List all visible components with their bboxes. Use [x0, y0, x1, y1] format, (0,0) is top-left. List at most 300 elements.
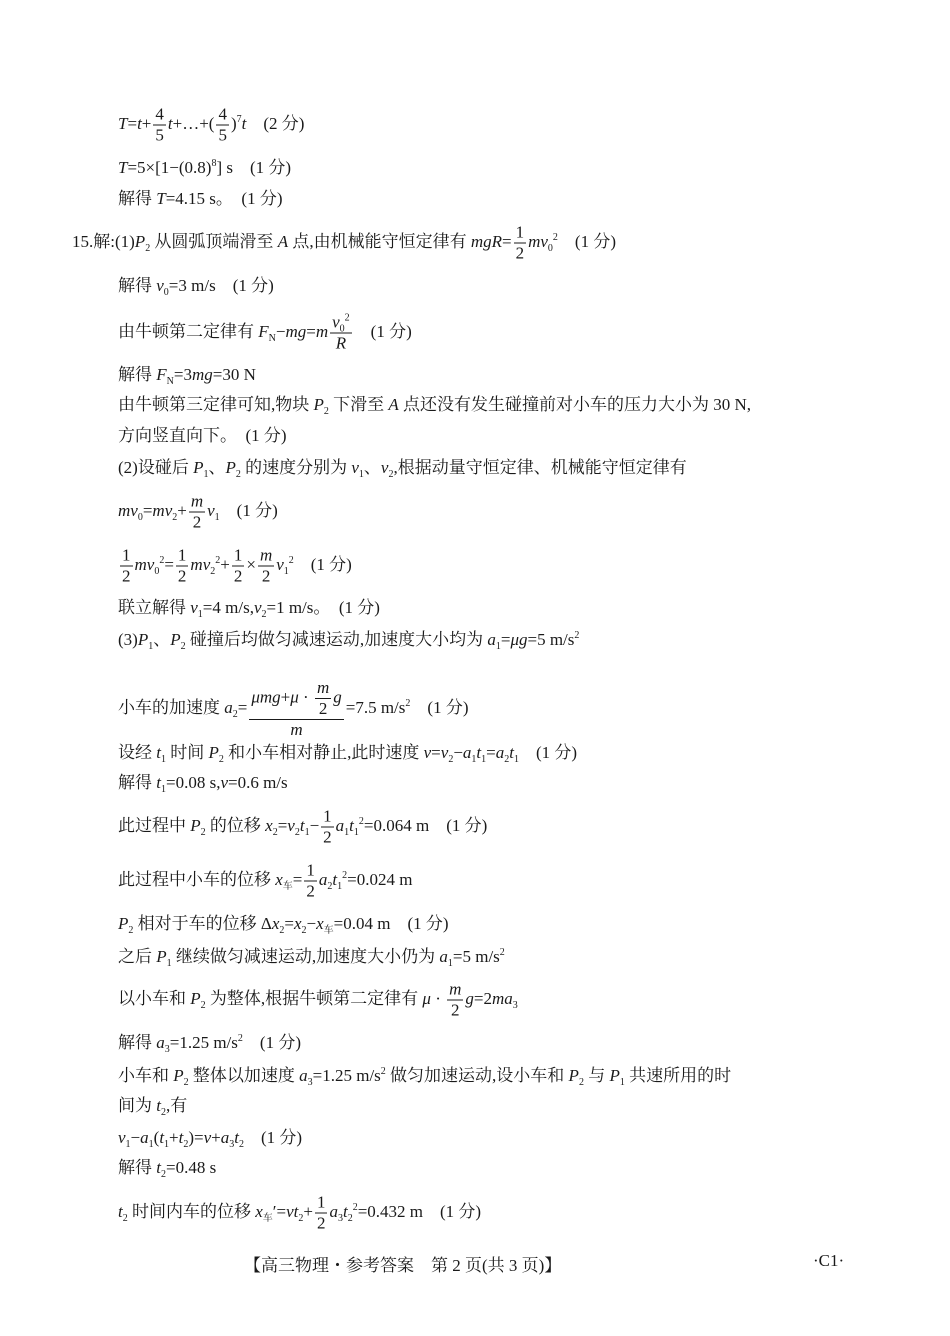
math-variable: m [190, 491, 204, 511]
subscript: N [166, 376, 174, 387]
text-run: 、 [208, 458, 226, 477]
text-run: 做匀加速运动,设小车和 [385, 1066, 569, 1085]
subscript: 2 [200, 999, 206, 1011]
text-run: 1 [515, 222, 525, 242]
fraction-denominator [232, 567, 245, 587]
text-run: (1 分) [518, 743, 578, 762]
math-variable: P [609, 1066, 620, 1085]
text-run: 15.解:(1) [72, 231, 135, 251]
text-run: 5 [218, 125, 227, 145]
text-run: 4 [155, 104, 164, 124]
text-run: ,有 [165, 1096, 188, 1115]
solution-line [118, 364, 256, 386]
subscript: 3 [512, 999, 518, 1011]
subscript: 车 [323, 925, 334, 936]
subscript: 2 [279, 925, 285, 936]
math-variable: v [276, 554, 284, 574]
text-run: − [453, 743, 463, 762]
math-variable: mg [285, 321, 307, 341]
text-run: 2 [323, 827, 332, 847]
math-variable: P [225, 458, 236, 477]
math-variable: x [316, 914, 324, 933]
fraction [330, 313, 352, 354]
math-variable: v [351, 458, 359, 477]
math-variable: μ [290, 687, 299, 707]
text-run: =5×[1−(0.8) [127, 158, 212, 177]
math-variable: v [332, 312, 340, 332]
fraction-numerator [304, 861, 317, 882]
text-run: =0.024 m [347, 869, 413, 889]
subscript: 1 [337, 880, 343, 892]
math-variable: P [208, 743, 219, 762]
subscript: 1 [160, 754, 166, 765]
text-run: = [500, 630, 511, 649]
fraction [447, 980, 463, 1021]
text-run: (3) [118, 630, 138, 649]
math-variable: a [329, 1201, 338, 1221]
text-run: 2 [515, 243, 525, 263]
subscript: 1 [214, 511, 220, 523]
fraction [315, 1193, 328, 1234]
text-run: (2)设碰后 [118, 458, 194, 477]
text-run: 、 [363, 458, 381, 477]
text-run: 和小车相对静止,此时速度 [223, 743, 424, 762]
solution-line [118, 980, 518, 1021]
math-variable: a [140, 1128, 149, 1147]
superscript: 2 [574, 630, 580, 641]
text-run: =0.04 m (1 分) [333, 914, 449, 933]
math-variable: t [167, 113, 173, 133]
superscript: 2 [342, 869, 348, 881]
math-variable: T [118, 113, 128, 133]
fraction [120, 546, 133, 587]
math-variable: m [315, 321, 329, 341]
subscript: 2 [323, 406, 329, 417]
subscript: 2 [160, 1169, 166, 1180]
text-run: 2 [306, 881, 315, 901]
superscript: 2 [405, 697, 411, 709]
superscript: 2 [344, 312, 350, 324]
math-variable: v [118, 1128, 126, 1147]
text-run: (1 分) [293, 554, 352, 574]
fraction-denominator [304, 882, 317, 902]
solution-line [118, 1095, 187, 1117]
text-run: 1 [316, 1192, 326, 1212]
text-run: + [280, 687, 291, 707]
math-variable: P [190, 988, 201, 1008]
fraction [514, 223, 527, 264]
solution-line [118, 772, 288, 794]
text-run: 时间 [165, 743, 209, 762]
math-variable: v [190, 598, 198, 617]
text-run: 之后 [118, 947, 157, 966]
math-variable: t [342, 1201, 348, 1221]
subscript: 1 [203, 469, 209, 480]
superscript: 2 [552, 231, 558, 243]
math-variable: T [118, 158, 128, 177]
math-variable: v [253, 598, 262, 617]
text-run: 解得 [118, 189, 157, 208]
text-run: 4 [218, 104, 227, 124]
text-run: =7.5 m/s [345, 697, 406, 717]
text-run: =5 m/s [527, 630, 575, 649]
math-variable: t [509, 743, 514, 762]
subscript: 3 [337, 1212, 343, 1224]
solution-line [118, 394, 751, 416]
math-variable: mv [190, 554, 211, 574]
solution-line [118, 546, 352, 587]
math-variable: m [290, 720, 303, 739]
subscript: 车 [262, 1212, 273, 1224]
subscript: 2 [128, 925, 134, 936]
text-run: ) [230, 113, 237, 133]
text-run: 1 [233, 545, 243, 565]
math-variable: P [134, 231, 146, 251]
text-run: 以小车和 [118, 988, 191, 1008]
subscript: 0 [137, 511, 143, 523]
math-variable: m [316, 678, 330, 697]
solution-line [118, 807, 487, 848]
solution-line [118, 157, 291, 179]
text-run: · [430, 988, 446, 1008]
text-run: (1 分) [244, 1128, 303, 1147]
subscript: 2 [239, 1139, 244, 1150]
text-run: =4 m/s, [202, 598, 254, 617]
fraction-denominator [120, 567, 133, 587]
superscript: 2 [215, 554, 221, 566]
text-run: 碰撞后均做匀减速运动,加速度大小均为 [185, 630, 488, 649]
math-variable: vt [286, 1201, 299, 1221]
solution-line [118, 492, 278, 533]
text-run: (1 分) [353, 321, 412, 341]
fraction-numerator [315, 1193, 328, 1214]
text-run: =3 m/s (1 分) [168, 276, 274, 295]
text-run: ] s (1 分) [216, 158, 292, 177]
fraction [216, 105, 229, 146]
text-run: 为整体,根据牛顿第二定律有 [205, 988, 423, 1008]
text-run: = [306, 321, 316, 341]
math-variable: a [156, 1033, 165, 1052]
superscript: 2 [288, 554, 294, 566]
superscript: 2 [237, 1033, 243, 1044]
subscript: 1 [447, 958, 453, 969]
math-variable: A [388, 395, 399, 414]
text-run: (1 分) [219, 500, 278, 520]
math-variable: t [156, 1096, 161, 1115]
footer-title: 【高三物理・参考答案 第 2 页(共 3 页)】 [244, 1256, 562, 1275]
subscript: 2 [298, 1212, 304, 1224]
text-run: =5 m/s [452, 947, 500, 966]
subscript: 2 [172, 511, 178, 523]
subscript: 2 [448, 754, 454, 765]
math-variable: v [287, 815, 295, 835]
text-run: 2 [318, 699, 328, 718]
fraction-numerator [249, 678, 343, 720]
subscript: 2 [235, 469, 241, 480]
text-run: = [164, 554, 174, 574]
solution-line [118, 275, 274, 297]
math-variable: t [159, 1128, 165, 1147]
fraction-numerator [330, 313, 352, 334]
subscript: 1 [495, 641, 501, 652]
text-run: − [306, 914, 317, 933]
text-run: 1 [122, 545, 131, 565]
fraction-denominator [216, 126, 229, 146]
text-run: = [292, 869, 303, 889]
subscript: 1 [344, 826, 350, 838]
text-run: 解得 [118, 276, 157, 295]
math-variable: t [299, 815, 305, 835]
subscript: 2 [183, 1139, 189, 1150]
math-variable: x [255, 1201, 263, 1221]
solution-line [118, 425, 287, 447]
math-variable: t [241, 113, 247, 133]
math-variable: P [313, 395, 324, 414]
text-run: =0.08 s, [165, 773, 221, 792]
text-run: 解得 [118, 1033, 157, 1052]
math-variable: P [173, 1066, 184, 1085]
text-run: =2 [473, 988, 492, 1008]
subscript: 1 [164, 1139, 170, 1150]
fraction [249, 678, 343, 740]
solution-line [118, 457, 687, 479]
math-variable: t [137, 113, 142, 133]
math-variable: m [449, 979, 462, 999]
text-run: =0.6 m/s [227, 773, 288, 792]
solution-line [118, 1032, 301, 1054]
text-run: + [211, 1128, 221, 1147]
text-run: 2 [177, 566, 187, 586]
text-run: 下滑至 [328, 395, 389, 414]
subscript: 1 [160, 784, 166, 795]
math-variable: t [156, 743, 161, 762]
superscript: 8 [211, 158, 217, 169]
fraction-numerator [514, 223, 527, 244]
subscript: 1 [358, 469, 364, 480]
fraction [189, 492, 205, 533]
subscript: 2 [232, 708, 238, 720]
math-variable: mv [152, 500, 173, 520]
subscript: 2 [210, 565, 216, 577]
solution-line [118, 313, 412, 354]
math-variable: P [118, 914, 129, 933]
subscript: 0 [339, 323, 345, 335]
subscript: 1 [148, 1139, 154, 1150]
solution-line [118, 1193, 481, 1234]
math-variable: A [277, 231, 289, 251]
text-run: − [275, 321, 286, 341]
fraction-numerator [189, 492, 205, 513]
subscript: 1 [283, 565, 289, 577]
text-run: =0.432 m (1 分) [357, 1201, 482, 1221]
math-variable: t [349, 815, 354, 835]
text-run: 的位移 [205, 815, 266, 835]
subscript: 2 [388, 469, 394, 480]
math-variable: P [170, 630, 181, 649]
solution-line [118, 629, 579, 651]
fraction-numerator [258, 546, 274, 567]
math-variable: P [137, 630, 149, 649]
math-variable: P [156, 947, 167, 966]
fraction-denominator [334, 334, 348, 354]
subscript: 2 [180, 641, 186, 652]
fraction-numerator [176, 546, 189, 567]
text-run: 解得 [118, 773, 157, 792]
fraction-denominator [317, 699, 330, 719]
math-variable: mgR [470, 231, 502, 251]
solution-line [118, 597, 380, 619]
fraction-denominator [176, 567, 189, 587]
subscript: 2 [200, 826, 206, 838]
subscript: 2 [294, 826, 300, 838]
fraction [176, 546, 189, 587]
subscript: 2 [504, 754, 510, 765]
solution-line [118, 742, 577, 764]
math-variable: a [220, 1128, 230, 1147]
fraction [153, 105, 166, 146]
subscript: 3 [229, 1139, 235, 1150]
fraction-denominator [260, 567, 273, 587]
text-run: 的速度分别为 [240, 458, 352, 477]
solution-line [118, 1065, 731, 1087]
solution-line [118, 105, 304, 146]
fraction-numerator [120, 546, 133, 567]
math-variable: v [440, 743, 449, 762]
subscript: 2 [183, 1077, 189, 1088]
math-variable: a [299, 1066, 308, 1085]
fraction-numerator [153, 105, 166, 126]
math-variable: a [495, 743, 505, 762]
text-run: + [169, 1128, 179, 1147]
text-run: 1 [177, 545, 187, 565]
text-run: +…+( [172, 113, 215, 133]
fraction-numerator [315, 678, 331, 699]
text-run: × [246, 554, 256, 574]
math-variable: a [335, 815, 345, 835]
math-variable: v [156, 276, 164, 295]
fraction-numerator [321, 807, 334, 828]
text-run: 此过程中 [118, 815, 191, 835]
text-run: 点,由机械能守恒定律有 [288, 231, 471, 251]
math-variable: x [265, 815, 273, 835]
text-run: 2 [233, 566, 243, 586]
subscript: 3 [164, 1044, 170, 1055]
subscript: 2 [145, 242, 151, 254]
text-run: ′= [272, 1201, 287, 1221]
text-run: 、 [153, 630, 171, 649]
text-run: · [298, 687, 313, 707]
text-run: 此过程中小车的位移 [118, 869, 276, 889]
math-variable: μmg [251, 687, 281, 707]
text-run: 与 [583, 1066, 610, 1085]
subscript: 2 [122, 1212, 128, 1224]
text-run: )= [188, 1128, 204, 1147]
math-variable: t [178, 1128, 184, 1147]
math-variable: x [275, 869, 283, 889]
subscript: 1 [197, 609, 203, 620]
fraction-denominator [514, 244, 527, 264]
subscript: 1 [481, 754, 487, 765]
text-run: 5 [155, 125, 164, 145]
text-run: − [130, 1128, 141, 1147]
text-run: ( [153, 1128, 160, 1147]
text-run: + [141, 113, 152, 133]
math-variable: t [332, 869, 338, 889]
math-variable: mg [191, 365, 213, 384]
subscript: 3 [307, 1077, 313, 1088]
text-run: 解得 [118, 365, 157, 384]
solution-line [118, 861, 412, 902]
solution-line [118, 678, 468, 740]
subscript: 1 [304, 826, 310, 838]
math-variable: t [234, 1128, 239, 1147]
math-variable: mv [118, 500, 138, 520]
math-variable: v [203, 1128, 212, 1147]
subscript: 2 [272, 826, 278, 838]
math-variable: t [476, 743, 482, 762]
text-run: ,根据动量守恒定律、机械能守恒定律有 [393, 458, 687, 477]
text-run: + [177, 500, 187, 520]
math-variable: μg [510, 630, 528, 649]
math-variable: ma [491, 988, 513, 1008]
text-run: 2 [451, 1000, 460, 1020]
subscript: 2 [261, 609, 267, 620]
text-run: = [142, 500, 153, 520]
footer-code: ·C1· [813, 1251, 845, 1270]
fraction-numerator [232, 546, 245, 567]
text-run: =0.48 s [165, 1158, 217, 1177]
subscript: 1 [353, 826, 359, 838]
math-variable: v [207, 500, 215, 520]
fraction-denominator [449, 1001, 462, 1021]
text-run: 1 [306, 860, 315, 880]
text-run: =1.25 m/s [312, 1066, 381, 1085]
text-run: (1 分) [242, 1033, 301, 1052]
solution-line [118, 188, 283, 210]
fraction [304, 861, 317, 902]
superscript: 2 [352, 1201, 358, 1213]
fraction-denominator [288, 720, 304, 740]
fraction [232, 546, 245, 587]
math-variable: t [156, 773, 161, 792]
subscript: 2 [347, 1212, 353, 1224]
text-run: =3 [173, 365, 192, 384]
math-variable: v [220, 773, 228, 792]
text-run: 间为 [118, 1096, 157, 1115]
text-run: = [237, 697, 248, 717]
math-variable: μ [422, 988, 431, 1008]
subscript: 0 [547, 242, 553, 254]
text-run: 共速所用的时 [624, 1066, 732, 1085]
math-variable: g [465, 988, 474, 1008]
math-variable: x [293, 914, 302, 933]
text-run: = [277, 815, 288, 835]
text-run: − [309, 815, 320, 835]
text-run: 解得 [118, 1158, 157, 1177]
subscript: 2 [160, 1107, 166, 1118]
subscript: 2 [301, 925, 307, 936]
fraction-denominator [321, 828, 334, 848]
superscript: 2 [380, 1066, 386, 1077]
subscript: 1 [513, 754, 519, 765]
superscript: 2 [358, 815, 364, 827]
text-run: (1 分) [557, 231, 616, 251]
text-run: =1 m/s。 (1 分) [266, 598, 380, 617]
text-run: =0.064 m (1 分) [363, 815, 488, 835]
solution-line [118, 946, 505, 968]
text-run: 设经 [118, 743, 157, 762]
math-variable: F [156, 365, 167, 384]
